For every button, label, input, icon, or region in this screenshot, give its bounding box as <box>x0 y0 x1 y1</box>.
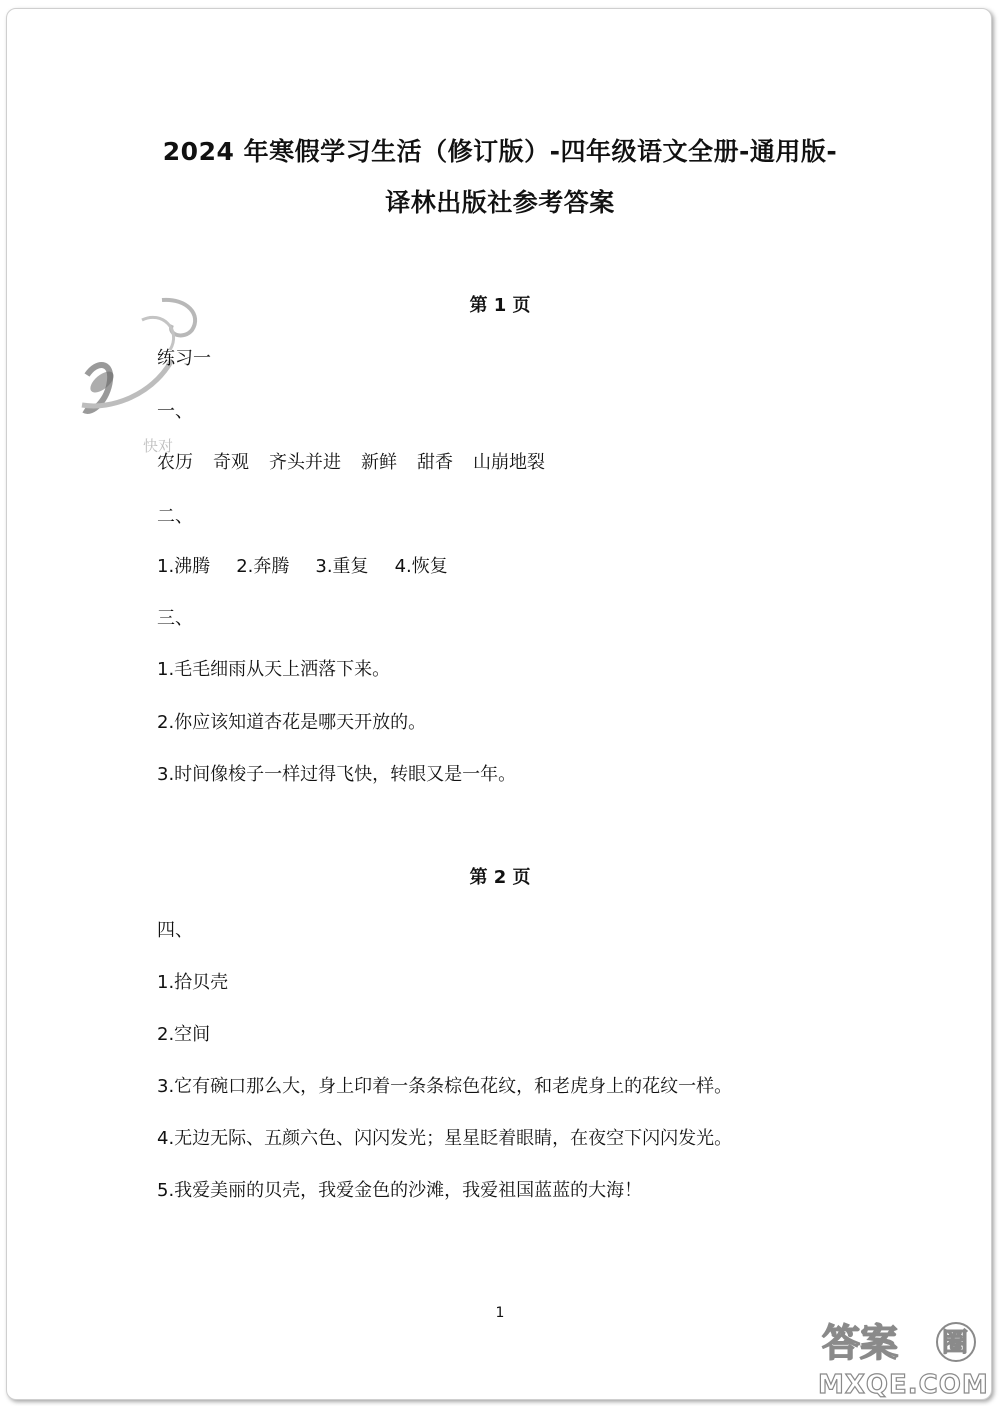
svg-text:答案: 答案 <box>822 1321 899 1365</box>
watermark-logo-icon <box>818 1318 978 1366</box>
question-2-answers <box>157 552 474 578</box>
answer-line: 2.你应该知道杏花是哪天开放的。 <box>157 712 427 733</box>
page-number: 1 <box>495 1305 505 1321</box>
word: 新鲜 <box>361 452 397 473</box>
exercise-title: 练习一 <box>157 348 211 369</box>
section-2-heading: 第 2 页 <box>469 867 531 888</box>
answer-item: 2.奔腾 <box>236 556 290 577</box>
word: 农历 <box>157 452 193 473</box>
answer-line: 3.它有碗口那么大，身上印着一条条棕色花纹，和老虎身上的花纹一样。 <box>157 1076 733 1097</box>
answer-item: 4.恢复 <box>394 556 448 577</box>
question-1-label: 一、 <box>157 401 193 422</box>
answer-item: 1.沸腾 <box>157 556 211 577</box>
section-1-heading: 第 1 页 <box>469 295 531 316</box>
answer-line: 2.空间 <box>157 1024 211 1045</box>
answer-item: 3.重复 <box>315 556 369 577</box>
svg-text:圈: 圈 <box>942 1328 969 1358</box>
answer-line: 1.毛毛细雨从天上洒落下来。 <box>157 659 391 680</box>
document-title-line-1: 2024 年寒假学习生活（修订版）-四年级语文全册-通用版- <box>162 137 838 166</box>
document-title-line-2: 译林出版社参考答案 <box>385 188 615 217</box>
answer-line: 3.时间像梭子一样过得飞快，转眼又是一年。 <box>157 764 517 785</box>
question-1-words <box>157 448 565 474</box>
word: 山崩地裂 <box>473 452 545 473</box>
answer-line: 5.我爱美丽的贝壳，我爱金色的沙滩，我爱祖国蓝蓝的大海！ <box>157 1180 643 1201</box>
word: 奇观 <box>213 452 249 473</box>
answer-line: 1.拾贝壳 <box>157 972 229 993</box>
answer-line: 4.无边无际、五颜六色、闪闪发光；星星眨着眼睛，在夜空下闪闪发光。 <box>157 1128 733 1149</box>
question-4-label: 四、 <box>157 920 193 941</box>
question-2-label: 二、 <box>157 506 193 527</box>
word: 齐头并进 <box>269 452 341 473</box>
word: 甜香 <box>417 452 453 473</box>
stamp-text: 快对 <box>143 437 174 455</box>
watermark-url: MXQE.COM <box>818 1370 989 1400</box>
question-3-label: 三、 <box>157 608 193 629</box>
